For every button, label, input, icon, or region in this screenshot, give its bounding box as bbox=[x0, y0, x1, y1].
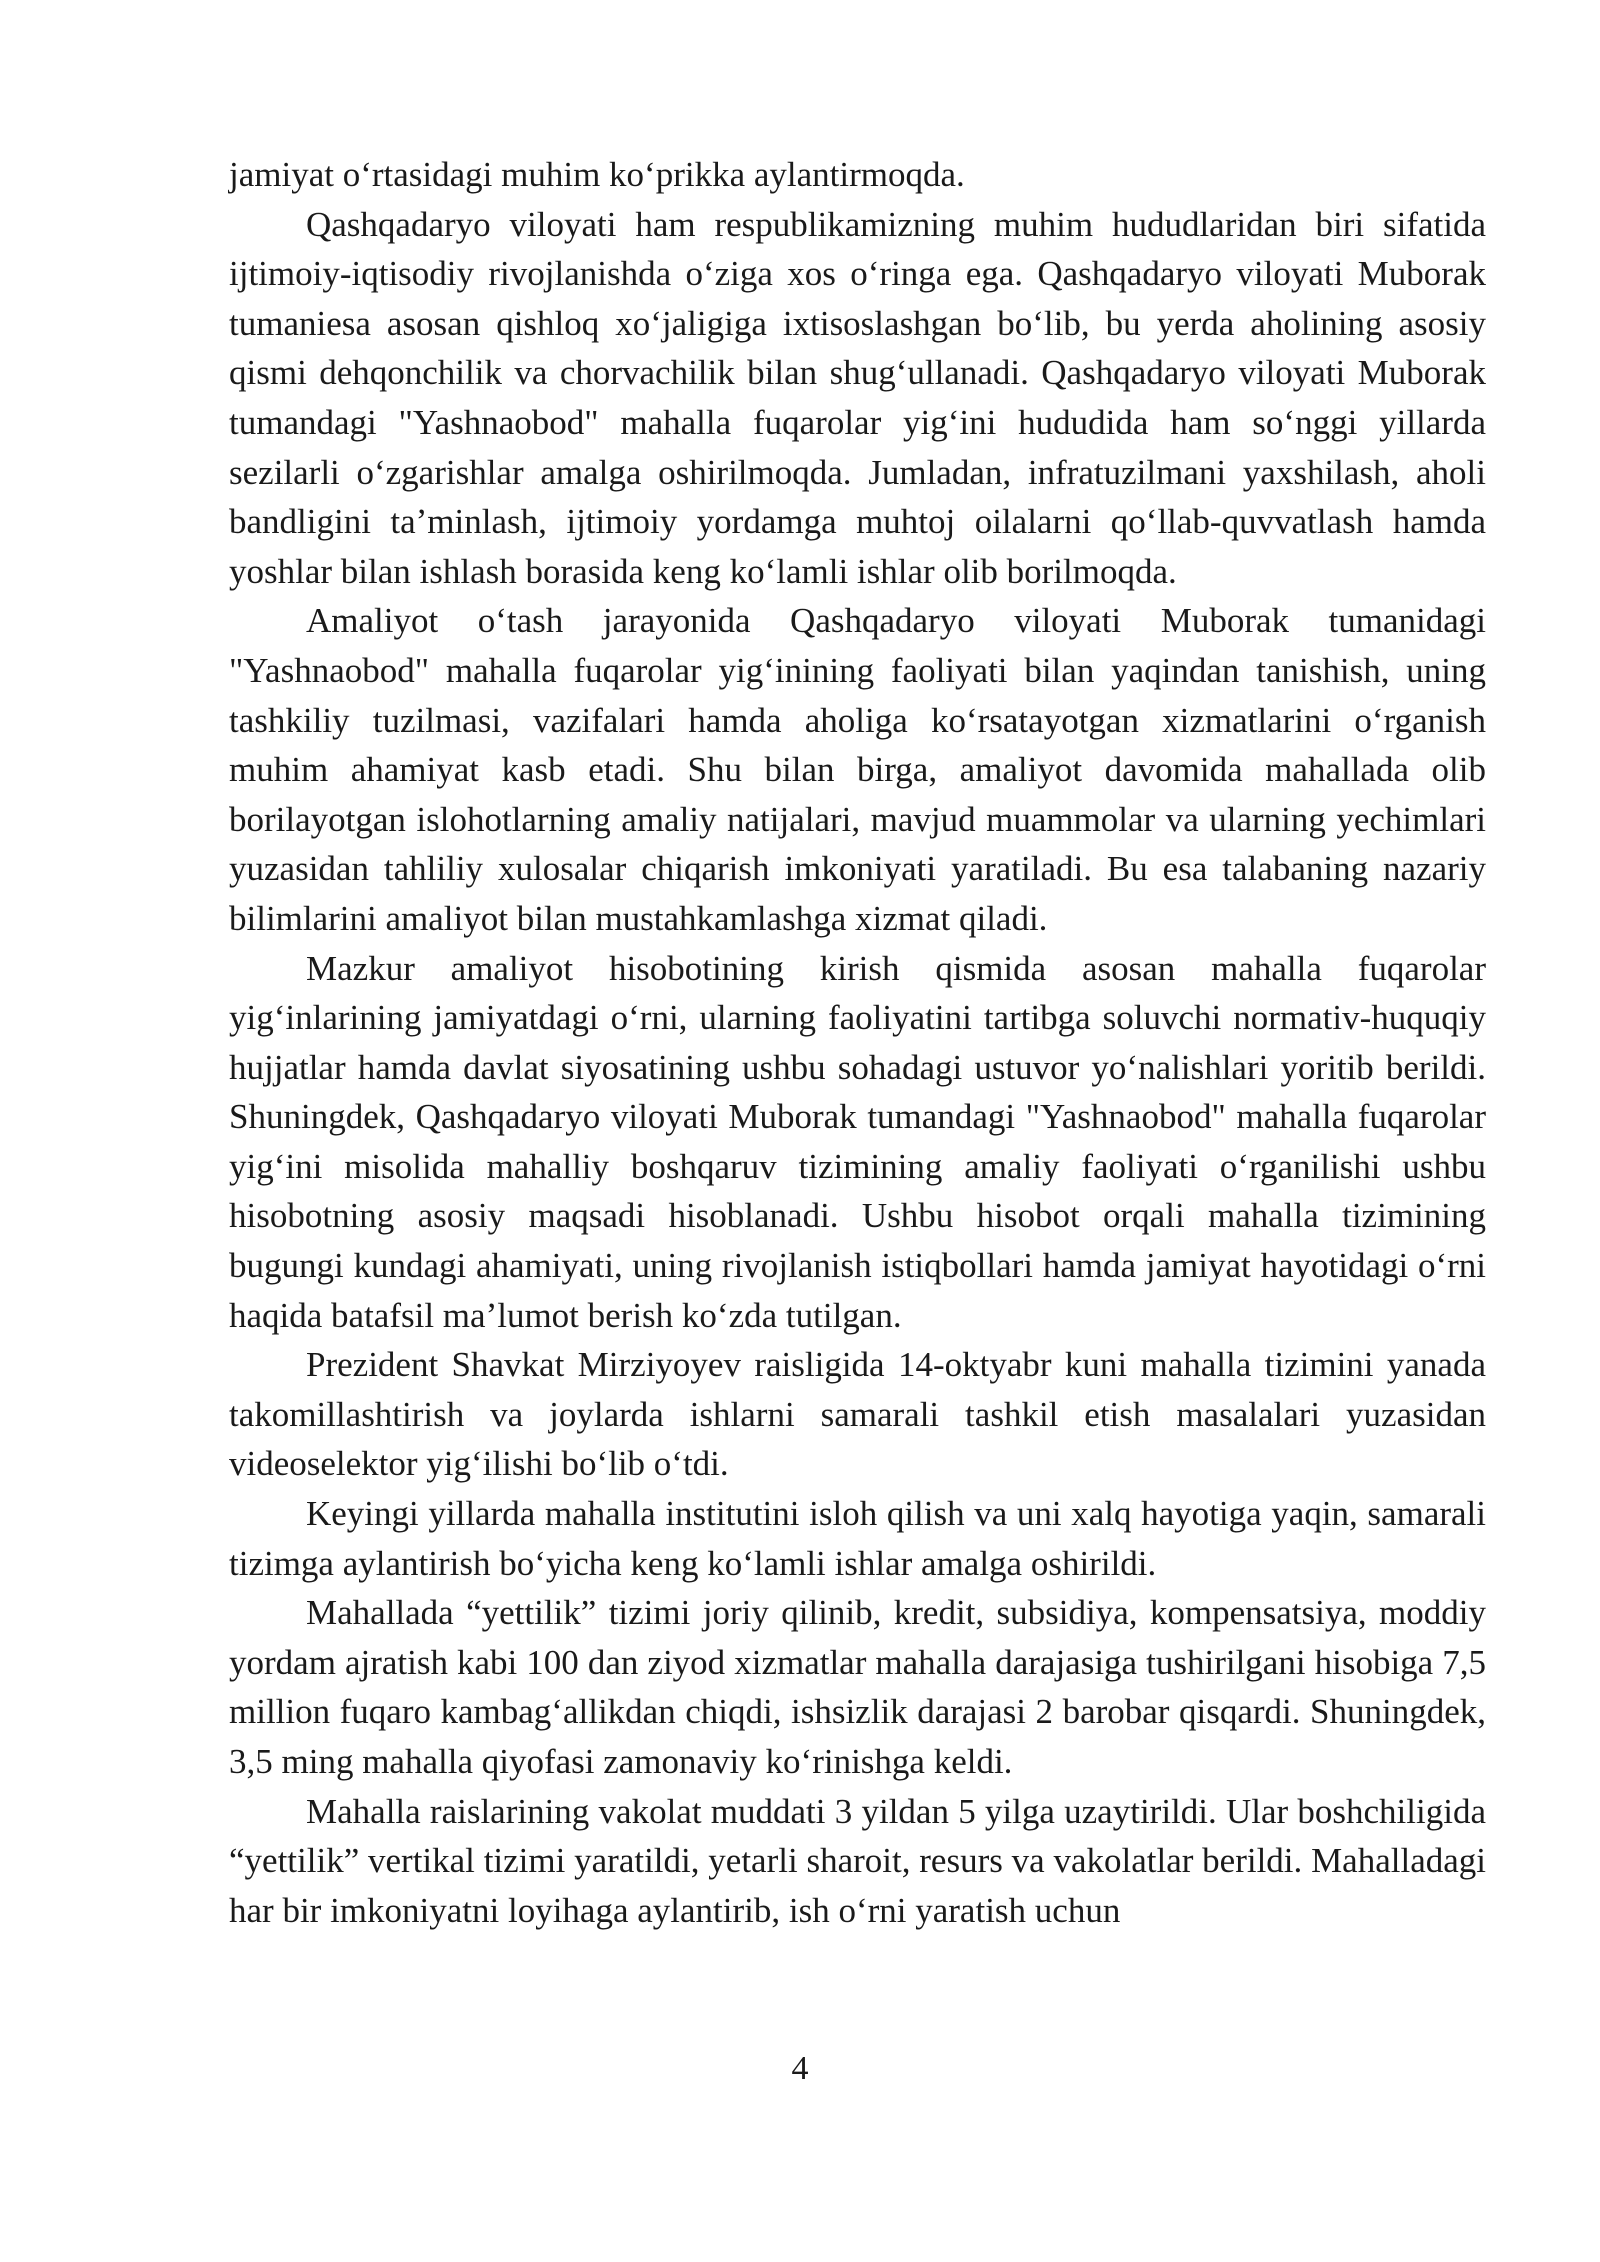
body-text bbox=[229, 150, 1486, 1935]
paragraph: Qashqadaryo viloyati ham respublikamizning muhim hududlaridan biri sifatida ijtimoiy-iqtisodiy rivojlanishda oʻziga xos oʻringa ega. Qashqadaryo viloyati Muborak tumaniesa asosan qishloq xoʻjaligiga ixtisoslashgan boʻlib, bu yerda aholining asosiy qismi dehqonchilik va chorvachilik bilan shugʻullanadi. Qashqadaryo viloyati Muborak tumandagi "Yashnaobod" mahalla fuqarolar yigʻini hududida ham soʻnggi yillarda sezilarli oʻzgarishlar amalga oshirilmoqda. Jumladan, infratuzilmani yaxshilash, aholi bandligini taʼminlash, ijtimoiy yordamga muhtoj oilalarni qoʻllab-quvvatlash hamda yoshlar bilan ishlash borasida keng koʻlamli ishlar olib borilmoqda. bbox=[229, 204, 1486, 591]
paragraph: Prezident Shavkat Mirziyoyev raisligida 14-oktyabr kuni mahalla tizimini yanada takomillashtirish va joylarda ishlarni samarali tashkil etish masalalari yuzasidan videoselektor yigʻilishi boʻlib oʻtdi. bbox=[229, 1345, 1486, 1484]
paragraph: Amaliyot oʻtash jarayonida Qashqadaryo viloyati Muborak tumanidagi "Yashnaobod" mahalla fuqarolar yigʻinining faoliyati bilan yaqindan tanishish, uning tashkiliy tuzilmasi, vazifalari hamda aholiga koʻrsatayotgan xizmatlarini oʻrganish muhim ahamiyat kasb etadi. Shu bilan birga, amaliyot davomida mahallada olib borilayotgan islohotlarning amaliy natijalari, mavjud muammolar va ularning yechimlari yuzasidan tahliliy xulosalar chiqarish imkoniyati yaratiladi. Bu esa talabaning nazariy bilimlarini amaliyot bilan mustahkamlashga xizmat qiladi. bbox=[229, 601, 1486, 938]
paragraph: Mahalla raislarining vakolat muddati 3 yildan 5 yilga uzaytirildi. Ular boshchiligida “yettilik” vertikal tizimi yaratildi, yetarli sharoit, resurs va vakolatlar berildi. Mahalladagi har bir imkoniyatni loyihaga aylantirib, ish oʻrni yaratish uchun bbox=[229, 1791, 1486, 1930]
paragraph: Keyingi yillarda mahalla institutini isloh qilish va uni xalq hayotiga yaqin, samarali tizimga aylantirish boʻyicha keng koʻlamli ishlar amalga oshirildi. bbox=[229, 1494, 1486, 1583]
paragraph: Mazkur amaliyot hisobotining kirish qismida asosan mahalla fuqarolar yigʻinlarining jamiyatdagi oʻrni, ularning faoliyatini tartibga soluvchi normativ-huquqiy hujjatlar hamda davlat siyosatining ushbu sohadagi ustuvor yoʻnalishlari yoritib berildi. Shuningdek, Qashqadaryo viloyati Muborak tumandagi "Yashnaobod" mahalla fuqarolar yigʻini misolida mahalliy boshqaruv tizimining amaliy faoliyati oʻrganilishi ushbu hisobotning asosiy maqsadi hisoblanadi. Ushbu hisobot orqali mahalla tizimining bugungi kundagi ahamiyati, uning rivojlanish istiqbollari hamda jamiyat hayotidagi oʻrni haqida batafsil maʼlumot berish koʻzda tutilgan. bbox=[229, 948, 1486, 1335]
paragraph: Mahallada “yettilik” tizimi joriy qilinib, kredit, subsidiya, kompensatsiya, moddiy yordam ajratish kabi 100 dan ziyod xizmatlar mahalla darajasiga tushirilgani hisobiga 7,5 million fuqaro kambagʻallikdan chiqdi, ishsizlik darajasi 2 barobar qisqardi. Shuningdek, 3,5 ming mahalla qiyofasi zamonaviy koʻrinishga keldi. bbox=[229, 1593, 1486, 1781]
page-number: 4 bbox=[791, 2050, 809, 2087]
paragraph-continuation: jamiyat oʻrtasidagi muhim koʻprikka aylantirmoqda. bbox=[229, 155, 965, 194]
